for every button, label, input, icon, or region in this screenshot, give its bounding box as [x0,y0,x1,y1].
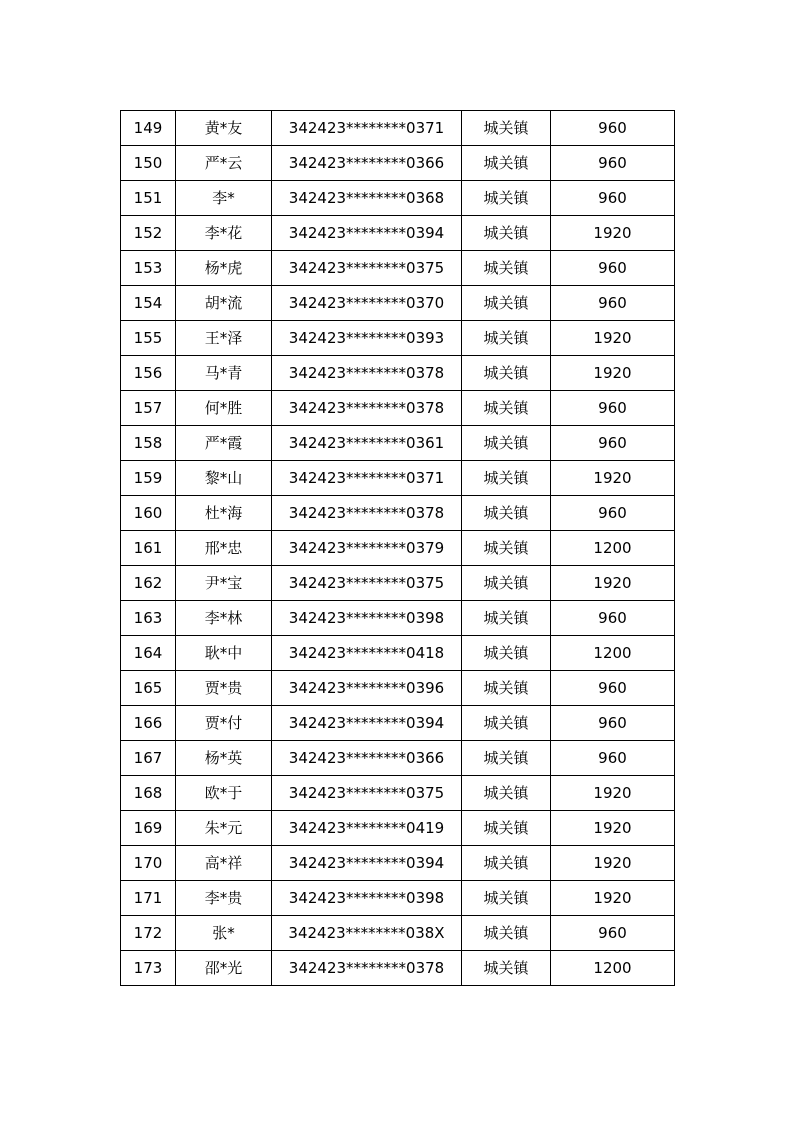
cell-serial-number: 171 [121,881,176,916]
cell-serial-number: 159 [121,461,176,496]
cell-id-number: 342423********0394 [272,846,462,881]
cell-serial-number: 152 [121,216,176,251]
table-row [121,216,675,251]
cell-name: 李*林 [176,601,272,636]
cell-name: 耿*中 [176,636,272,671]
table-row [121,741,675,776]
cell-town: 城关镇 [462,601,551,636]
cell-town: 城关镇 [462,776,551,811]
cell-town: 城关镇 [462,811,551,846]
cell-town: 城关镇 [462,426,551,461]
cell-town: 城关镇 [462,741,551,776]
cell-amount: 960 [551,391,675,426]
cell-amount: 1200 [551,951,675,986]
cell-name: 李* [176,181,272,216]
table-row [121,426,675,461]
cell-serial-number: 158 [121,426,176,461]
cell-name: 李*贵 [176,881,272,916]
cell-id-number: 342423********0396 [272,671,462,706]
cell-id-number: 342423********0418 [272,636,462,671]
table-row [121,881,675,916]
cell-name: 马*青 [176,356,272,391]
table-row [121,286,675,321]
cell-id-number: 342423********0394 [272,216,462,251]
cell-id-number: 342423********0419 [272,811,462,846]
cell-town: 城关镇 [462,286,551,321]
cell-id-number: 342423********0393 [272,321,462,356]
cell-name: 高*祥 [176,846,272,881]
cell-town: 城关镇 [462,671,551,706]
table-row [121,461,675,496]
table-row [121,181,675,216]
cell-amount: 1920 [551,811,675,846]
cell-town: 城关镇 [462,496,551,531]
cell-id-number: 342423********0375 [272,566,462,601]
cell-id-number: 342423********0371 [272,461,462,496]
table-row [121,321,675,356]
cell-id-number: 342423********0366 [272,741,462,776]
cell-id-number: 342423********0398 [272,601,462,636]
cell-serial-number: 170 [121,846,176,881]
table-row [121,356,675,391]
cell-town: 城关镇 [462,391,551,426]
cell-serial-number: 155 [121,321,176,356]
cell-town: 城关镇 [462,916,551,951]
cell-serial-number: 164 [121,636,176,671]
cell-serial-number: 161 [121,531,176,566]
table-row [121,636,675,671]
cell-serial-number: 160 [121,496,176,531]
cell-serial-number: 151 [121,181,176,216]
cell-id-number: 342423********0394 [272,706,462,741]
cell-serial-number: 168 [121,776,176,811]
cell-amount: 960 [551,146,675,181]
cell-serial-number: 169 [121,811,176,846]
cell-name: 杨*英 [176,741,272,776]
cell-name: 邢*忠 [176,531,272,566]
cell-serial-number: 166 [121,706,176,741]
cell-amount: 960 [551,496,675,531]
cell-amount: 1200 [551,531,675,566]
cell-serial-number: 173 [121,951,176,986]
cell-amount: 1920 [551,356,675,391]
cell-id-number: 342423********0371 [272,111,462,146]
cell-amount: 960 [551,251,675,286]
cell-id-number: 342423********038X [272,916,462,951]
cell-id-number: 342423********0378 [272,496,462,531]
cell-amount: 1920 [551,216,675,251]
cell-amount: 960 [551,601,675,636]
cell-serial-number: 149 [121,111,176,146]
table-row [121,671,675,706]
cell-town: 城关镇 [462,251,551,286]
cell-name: 严*霞 [176,426,272,461]
cell-amount: 960 [551,741,675,776]
cell-amount: 960 [551,916,675,951]
cell-town: 城关镇 [462,951,551,986]
cell-name: 尹*宝 [176,566,272,601]
cell-id-number: 342423********0378 [272,391,462,426]
cell-name: 杜*海 [176,496,272,531]
table-row [121,951,675,986]
table-row [121,391,675,426]
cell-amount: 960 [551,286,675,321]
cell-serial-number: 157 [121,391,176,426]
cell-name: 严*云 [176,146,272,181]
cell-serial-number: 163 [121,601,176,636]
cell-amount: 960 [551,111,675,146]
cell-id-number: 342423********0370 [272,286,462,321]
table-row [121,916,675,951]
cell-name: 朱*元 [176,811,272,846]
cell-town: 城关镇 [462,846,551,881]
cell-town: 城关镇 [462,881,551,916]
table-row [121,601,675,636]
cell-amount: 960 [551,671,675,706]
cell-town: 城关镇 [462,216,551,251]
table-row [121,111,675,146]
cell-name: 胡*流 [176,286,272,321]
cell-serial-number: 156 [121,356,176,391]
cell-amount: 1920 [551,566,675,601]
cell-serial-number: 172 [121,916,176,951]
cell-town: 城关镇 [462,461,551,496]
cell-serial-number: 162 [121,566,176,601]
table-row [121,496,675,531]
cell-id-number: 342423********0379 [272,531,462,566]
cell-serial-number: 154 [121,286,176,321]
table-row [121,706,675,741]
cell-name: 邵*光 [176,951,272,986]
cell-serial-number: 167 [121,741,176,776]
subsidy-table [120,110,675,986]
table-row [121,251,675,286]
cell-town: 城关镇 [462,181,551,216]
cell-amount: 1920 [551,461,675,496]
cell-serial-number: 153 [121,251,176,286]
cell-id-number: 342423********0398 [272,881,462,916]
cell-id-number: 342423********0361 [272,426,462,461]
cell-town: 城关镇 [462,111,551,146]
cell-town: 城关镇 [462,321,551,356]
table-row [121,811,675,846]
cell-town: 城关镇 [462,531,551,566]
cell-name: 张* [176,916,272,951]
cell-town: 城关镇 [462,146,551,181]
cell-amount: 1200 [551,636,675,671]
cell-amount: 960 [551,706,675,741]
cell-town: 城关镇 [462,566,551,601]
table-row [121,846,675,881]
cell-amount: 1920 [551,321,675,356]
cell-id-number: 342423********0368 [272,181,462,216]
cell-amount: 1920 [551,881,675,916]
cell-town: 城关镇 [462,356,551,391]
cell-name: 王*泽 [176,321,272,356]
cell-name: 李*花 [176,216,272,251]
table-row [121,146,675,181]
cell-id-number: 342423********0366 [272,146,462,181]
cell-id-number: 342423********0375 [272,776,462,811]
cell-id-number: 342423********0378 [272,356,462,391]
cell-id-number: 342423********0378 [272,951,462,986]
table-row [121,776,675,811]
table-row [121,531,675,566]
cell-town: 城关镇 [462,706,551,741]
cell-amount: 1920 [551,846,675,881]
cell-name: 欧*于 [176,776,272,811]
cell-id-number: 342423********0375 [272,251,462,286]
cell-name: 黄*友 [176,111,272,146]
cell-name: 杨*虎 [176,251,272,286]
cell-name: 黎*山 [176,461,272,496]
cell-name: 贾*付 [176,706,272,741]
table-row [121,566,675,601]
cell-town: 城关镇 [462,636,551,671]
cell-name: 何*胜 [176,391,272,426]
cell-name: 贾*贵 [176,671,272,706]
cell-serial-number: 165 [121,671,176,706]
cell-amount: 960 [551,181,675,216]
cell-serial-number: 150 [121,146,176,181]
table-body [121,111,675,986]
cell-amount: 960 [551,426,675,461]
cell-amount: 1920 [551,776,675,811]
